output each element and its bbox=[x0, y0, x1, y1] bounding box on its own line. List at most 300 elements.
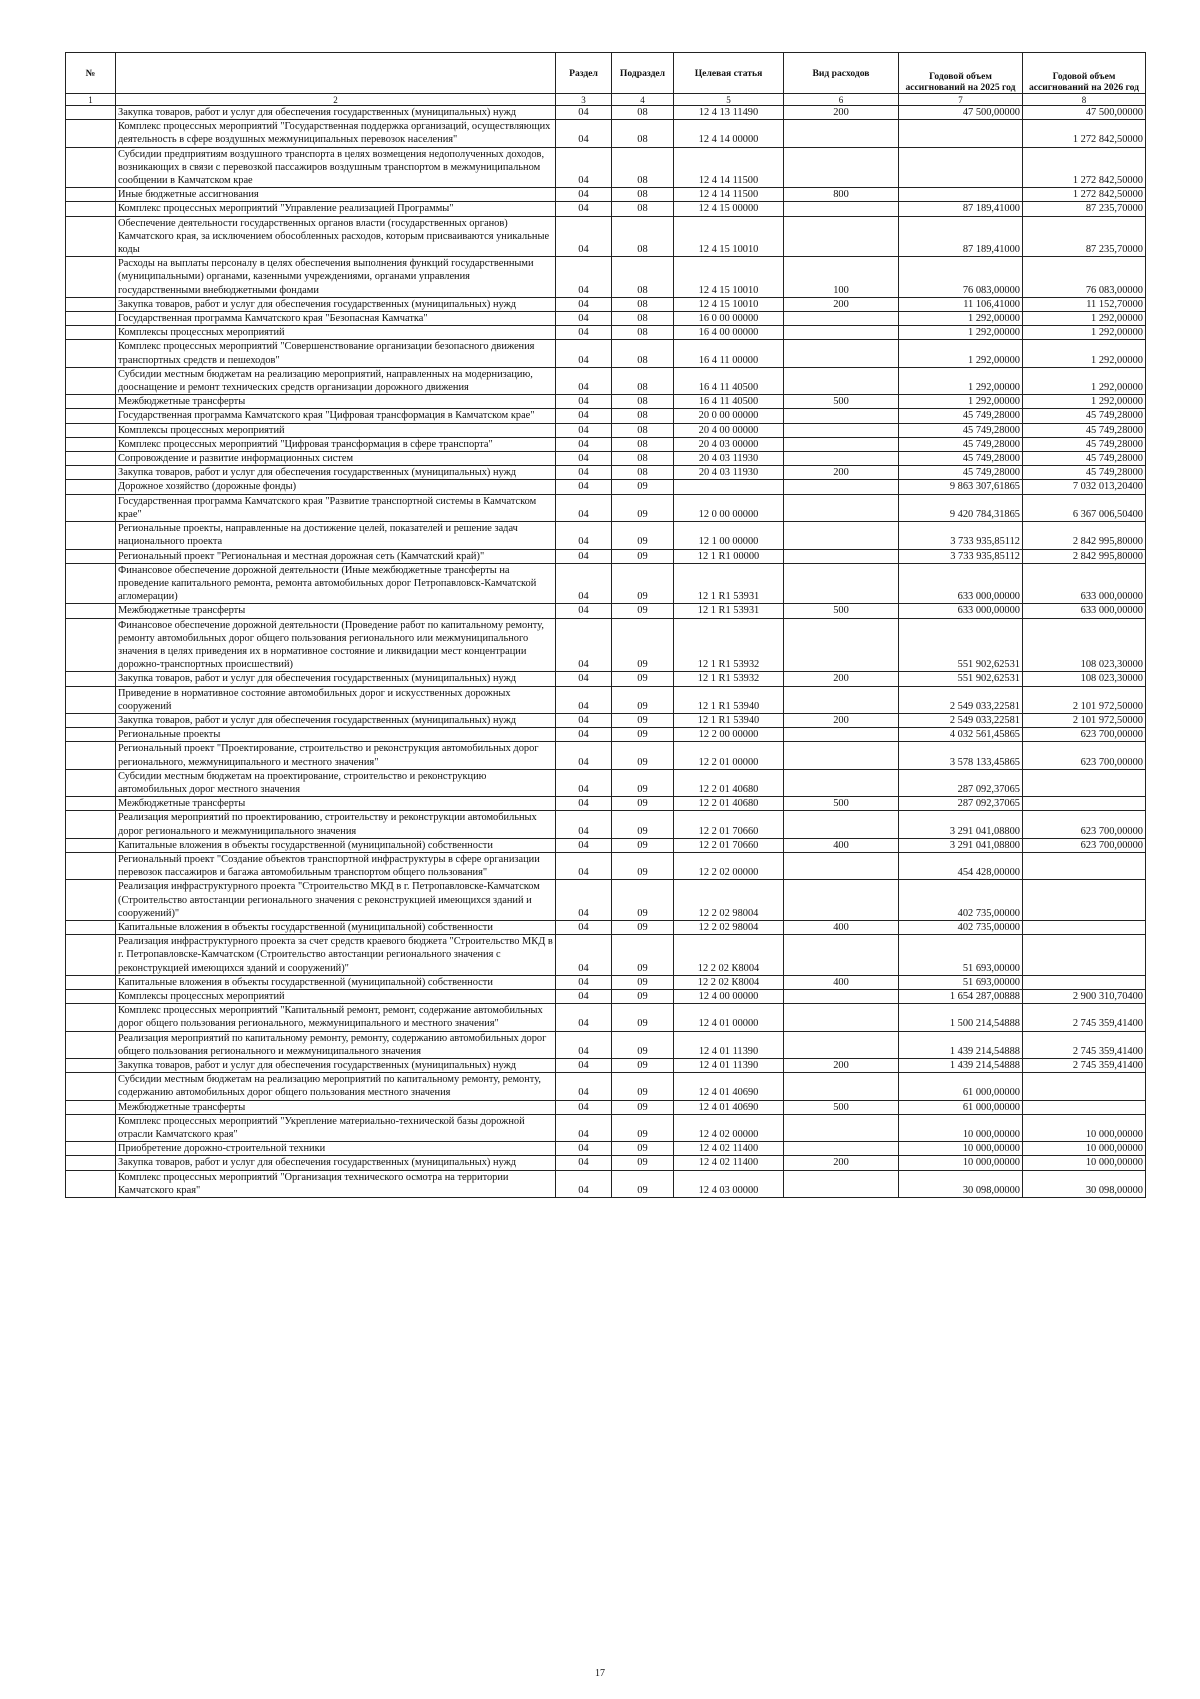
razdel-cell: 04 bbox=[556, 437, 612, 451]
podrazdel-cell: 09 bbox=[612, 935, 674, 976]
razdel-cell: 04 bbox=[556, 466, 612, 480]
target-article-cell: 12 2 01 70660 bbox=[674, 838, 784, 852]
amount-2026-cell: 45 749,28000 bbox=[1023, 423, 1146, 437]
amount-2025-cell: 45 749,28000 bbox=[899, 466, 1023, 480]
amount-2026-cell bbox=[1023, 935, 1146, 976]
target-article-cell: 12 4 02 00000 bbox=[674, 1114, 784, 1141]
item-name-cell: Приведение в нормативное состояние автомобильных дорог и искусственных дорожных сооружений bbox=[116, 686, 556, 713]
podrazdel-cell: 08 bbox=[612, 409, 674, 423]
amount-2026-cell: 2 745 359,41400 bbox=[1023, 1004, 1146, 1031]
expense-type-cell bbox=[784, 728, 899, 742]
razdel-cell: 04 bbox=[556, 494, 612, 521]
amount-2025-cell: 76 083,00000 bbox=[899, 257, 1023, 298]
podrazdel-cell: 09 bbox=[612, 920, 674, 934]
podrazdel-cell: 09 bbox=[612, 522, 674, 549]
row-number-cell bbox=[66, 549, 116, 563]
amount-2026-cell bbox=[1023, 1073, 1146, 1100]
row-number-cell bbox=[66, 742, 116, 769]
razdel-cell: 04 bbox=[556, 935, 612, 976]
podrazdel-cell: 09 bbox=[612, 549, 674, 563]
podrazdel-cell: 09 bbox=[612, 1114, 674, 1141]
amount-2025-cell: 1 292,00000 bbox=[899, 367, 1023, 394]
amount-2025-cell: 454 428,00000 bbox=[899, 852, 1023, 879]
podrazdel-cell: 09 bbox=[612, 990, 674, 1004]
target-article-cell: 12 2 00 00000 bbox=[674, 728, 784, 742]
expense-type-cell bbox=[784, 1170, 899, 1197]
table-row bbox=[66, 202, 1146, 216]
expense-type-cell: 500 bbox=[784, 395, 899, 409]
expense-type-cell: 800 bbox=[784, 188, 899, 202]
podrazdel-cell: 09 bbox=[612, 1100, 674, 1114]
razdel-cell: 04 bbox=[556, 1156, 612, 1170]
expense-type-cell: 200 bbox=[784, 1059, 899, 1073]
amount-2025-cell: 1 292,00000 bbox=[899, 326, 1023, 340]
target-article-cell: 12 4 15 00000 bbox=[674, 202, 784, 216]
row-number-cell bbox=[66, 769, 116, 796]
row-number-cell bbox=[66, 713, 116, 727]
amount-2025-cell: 10 000,00000 bbox=[899, 1142, 1023, 1156]
target-article-cell: 12 1 R1 53932 bbox=[674, 672, 784, 686]
amount-2026-cell: 76 083,00000 bbox=[1023, 257, 1146, 298]
amount-2026-cell bbox=[1023, 769, 1146, 796]
amount-2025-cell: 61 000,00000 bbox=[899, 1073, 1023, 1100]
table-row bbox=[66, 297, 1146, 311]
amount-2026-cell: 108 023,30000 bbox=[1023, 672, 1146, 686]
table-row bbox=[66, 452, 1146, 466]
row-number-cell bbox=[66, 1004, 116, 1031]
row-number-cell bbox=[66, 409, 116, 423]
amount-2026-cell bbox=[1023, 920, 1146, 934]
item-name-cell: Закупка товаров, работ и услуг для обеспечения государственных (муниципальных) нужд bbox=[116, 297, 556, 311]
expense-type-cell: 200 bbox=[784, 713, 899, 727]
row-number-cell bbox=[66, 106, 116, 120]
razdel-cell: 04 bbox=[556, 975, 612, 989]
razdel-cell: 04 bbox=[556, 216, 612, 257]
row-number-cell bbox=[66, 563, 116, 604]
item-name-cell: Капитальные вложения в объекты государственной (муниципальной) собственности bbox=[116, 920, 556, 934]
expense-type-cell bbox=[784, 769, 899, 796]
podrazdel-cell: 09 bbox=[612, 852, 674, 879]
expense-type-cell: 200 bbox=[784, 672, 899, 686]
razdel-cell: 04 bbox=[556, 423, 612, 437]
amount-2026-cell bbox=[1023, 975, 1146, 989]
amount-2026-cell: 45 749,28000 bbox=[1023, 466, 1146, 480]
podrazdel-cell: 09 bbox=[612, 604, 674, 618]
razdel-cell: 04 bbox=[556, 1142, 612, 1156]
table-row bbox=[66, 975, 1146, 989]
podrazdel-cell: 08 bbox=[612, 147, 674, 188]
row-number-cell bbox=[66, 1031, 116, 1058]
item-name-cell: Обеспечение деятельности государственных органов власти (государственных органов) Камчатского края, за исключением обособленных расходов, которым присваиваются уникальные коды bbox=[116, 216, 556, 257]
target-article-cell: 16 4 11 00000 bbox=[674, 340, 784, 367]
target-article-cell: 12 4 01 00000 bbox=[674, 1004, 784, 1031]
target-article-cell: 12 4 01 11390 bbox=[674, 1059, 784, 1073]
razdel-cell: 04 bbox=[556, 1170, 612, 1197]
header-2026: Годовой объем ассигнований на 2026 год bbox=[1023, 53, 1146, 94]
amount-2026-cell: 1 292,00000 bbox=[1023, 312, 1146, 326]
target-article-cell: 20 4 03 11930 bbox=[674, 466, 784, 480]
table-row bbox=[66, 120, 1146, 147]
razdel-cell: 04 bbox=[556, 686, 612, 713]
amount-2026-cell: 623 700,00000 bbox=[1023, 811, 1146, 838]
table-row bbox=[66, 106, 1146, 120]
podrazdel-cell: 09 bbox=[612, 1031, 674, 1058]
razdel-cell: 04 bbox=[556, 409, 612, 423]
podrazdel-cell: 09 bbox=[612, 769, 674, 796]
podrazdel-cell: 09 bbox=[612, 1142, 674, 1156]
amount-2025-cell: 61 000,00000 bbox=[899, 1100, 1023, 1114]
razdel-cell: 04 bbox=[556, 106, 612, 120]
expense-type-cell: 500 bbox=[784, 604, 899, 618]
podrazdel-cell: 09 bbox=[612, 1059, 674, 1073]
razdel-cell: 04 bbox=[556, 1114, 612, 1141]
row-number-cell bbox=[66, 797, 116, 811]
razdel-cell: 04 bbox=[556, 1004, 612, 1031]
header-name bbox=[116, 53, 556, 94]
podrazdel-cell: 08 bbox=[612, 202, 674, 216]
podrazdel-cell: 08 bbox=[612, 297, 674, 311]
podrazdel-cell: 08 bbox=[612, 452, 674, 466]
amount-2025-cell: 1 439 214,54888 bbox=[899, 1059, 1023, 1073]
expense-type-cell bbox=[784, 522, 899, 549]
amount-2026-cell: 87 235,70000 bbox=[1023, 202, 1146, 216]
row-number-cell bbox=[66, 1156, 116, 1170]
target-article-cell: 12 4 14 11500 bbox=[674, 188, 784, 202]
row-number-cell bbox=[66, 147, 116, 188]
amount-2025-cell: 551 902,62531 bbox=[899, 672, 1023, 686]
table-row bbox=[66, 549, 1146, 563]
expense-type-cell bbox=[784, 480, 899, 494]
table-row bbox=[66, 480, 1146, 494]
item-name-cell: Комплексы процессных мероприятий bbox=[116, 990, 556, 1004]
item-name-cell: Сопровождение и развитие информационных систем bbox=[116, 452, 556, 466]
item-name-cell: Межбюджетные трансферты bbox=[116, 1100, 556, 1114]
amount-2026-cell: 623 700,00000 bbox=[1023, 728, 1146, 742]
item-name-cell: Реализация инфраструктурного проекта "Строительство МКД в г. Петропавловске-Камчатском (Строительство автостанции регионального значения с реконструкцией имеющихся зданий и сооружений)" bbox=[116, 880, 556, 921]
amount-2025-cell: 402 735,00000 bbox=[899, 920, 1023, 934]
header-vid: Вид расходов bbox=[784, 53, 899, 94]
target-article-cell: 20 4 00 00000 bbox=[674, 423, 784, 437]
row-number-cell bbox=[66, 990, 116, 1004]
item-name-cell: Региональный проект "Региональная и местная дорожная сеть (Камчатский край)" bbox=[116, 549, 556, 563]
item-name-cell: Комплексы процессных мероприятий bbox=[116, 423, 556, 437]
razdel-cell: 04 bbox=[556, 672, 612, 686]
razdel-cell: 04 bbox=[556, 312, 612, 326]
amount-2025-cell: 1 292,00000 bbox=[899, 395, 1023, 409]
podrazdel-cell: 09 bbox=[612, 1156, 674, 1170]
table-row bbox=[66, 838, 1146, 852]
target-article-cell: 12 4 00 00000 bbox=[674, 990, 784, 1004]
amount-2025-cell: 11 106,41000 bbox=[899, 297, 1023, 311]
table-row bbox=[66, 990, 1146, 1004]
table-row bbox=[66, 1073, 1146, 1100]
table-row bbox=[66, 340, 1146, 367]
expense-type-cell bbox=[784, 202, 899, 216]
razdel-cell: 04 bbox=[556, 880, 612, 921]
amount-2026-cell: 1 292,00000 bbox=[1023, 367, 1146, 394]
item-name-cell: Закупка товаров, работ и услуг для обеспечения государственных (муниципальных) нужд bbox=[116, 1059, 556, 1073]
amount-2026-cell: 623 700,00000 bbox=[1023, 838, 1146, 852]
row-number-cell bbox=[66, 811, 116, 838]
target-article-cell: 20 4 03 11930 bbox=[674, 452, 784, 466]
col-number: 7 bbox=[899, 94, 1023, 106]
amount-2025-cell: 45 749,28000 bbox=[899, 437, 1023, 451]
table-row bbox=[66, 618, 1146, 672]
amount-2026-cell: 45 749,28000 bbox=[1023, 452, 1146, 466]
expense-type-cell: 200 bbox=[784, 106, 899, 120]
razdel-cell: 04 bbox=[556, 147, 612, 188]
amount-2026-cell: 47 500,00000 bbox=[1023, 106, 1146, 120]
amount-2025-cell: 30 098,00000 bbox=[899, 1170, 1023, 1197]
expense-type-cell: 200 bbox=[784, 1156, 899, 1170]
amount-2025-cell: 287 092,37065 bbox=[899, 797, 1023, 811]
row-number-cell bbox=[66, 480, 116, 494]
table-row bbox=[66, 409, 1146, 423]
podrazdel-cell: 09 bbox=[612, 975, 674, 989]
target-article-cell: 12 2 02 К8004 bbox=[674, 935, 784, 976]
razdel-cell: 04 bbox=[556, 604, 612, 618]
razdel-cell: 04 bbox=[556, 728, 612, 742]
expense-type-cell bbox=[784, 367, 899, 394]
target-article-cell: 16 0 00 00000 bbox=[674, 312, 784, 326]
amount-2026-cell: 87 235,70000 bbox=[1023, 216, 1146, 257]
row-number-cell bbox=[66, 880, 116, 921]
header-row bbox=[66, 53, 1146, 94]
razdel-cell: 04 bbox=[556, 852, 612, 879]
amount-2026-cell bbox=[1023, 880, 1146, 921]
target-article-cell: 12 1 R1 53940 bbox=[674, 686, 784, 713]
item-name-cell: Закупка товаров, работ и услуг для обеспечения государственных (муниципальных) нужд bbox=[116, 106, 556, 120]
razdel-cell: 04 bbox=[556, 563, 612, 604]
expense-type-cell bbox=[784, 852, 899, 879]
amount-2025-cell: 2 549 033,22581 bbox=[899, 713, 1023, 727]
podrazdel-cell: 09 bbox=[612, 797, 674, 811]
target-article-cell: 20 0 00 00000 bbox=[674, 409, 784, 423]
razdel-cell: 04 bbox=[556, 188, 612, 202]
col-number: 4 bbox=[612, 94, 674, 106]
amount-2025-cell: 45 749,28000 bbox=[899, 423, 1023, 437]
expense-type-cell: 100 bbox=[784, 257, 899, 298]
amount-2026-cell: 2 745 359,41400 bbox=[1023, 1059, 1146, 1073]
target-article-cell: 12 2 02 98004 bbox=[674, 880, 784, 921]
item-name-cell: Реализация инфраструктурного проекта за счет средств краевого бюджета "Строительство МКД в г. Петропавловске-Камчатском (Строительство автостанции регионального значения с реконструкцией имеющихся зданий и сооружений)" bbox=[116, 935, 556, 976]
item-name-cell: Межбюджетные трансферты bbox=[116, 395, 556, 409]
target-article-cell: 12 2 01 40680 bbox=[674, 769, 784, 796]
podrazdel-cell: 09 bbox=[612, 686, 674, 713]
item-name-cell: Субсидии местным бюджетам на проектирование, строительство и реконструкцию автомобильных дорог местного значения bbox=[116, 769, 556, 796]
target-article-cell: 16 4 00 00000 bbox=[674, 326, 784, 340]
razdel-cell: 04 bbox=[556, 452, 612, 466]
amount-2025-cell bbox=[899, 120, 1023, 147]
expense-type-cell bbox=[784, 1004, 899, 1031]
amount-2025-cell: 47 500,00000 bbox=[899, 106, 1023, 120]
budget-table bbox=[65, 52, 1146, 1198]
table-row bbox=[66, 935, 1146, 976]
expense-type-cell bbox=[784, 423, 899, 437]
razdel-cell: 04 bbox=[556, 990, 612, 1004]
amount-2025-cell: 1 292,00000 bbox=[899, 312, 1023, 326]
row-number-cell bbox=[66, 686, 116, 713]
amount-2026-cell: 45 749,28000 bbox=[1023, 409, 1146, 423]
table-row bbox=[66, 563, 1146, 604]
amount-2026-cell: 633 000,00000 bbox=[1023, 604, 1146, 618]
amount-2026-cell: 30 098,00000 bbox=[1023, 1170, 1146, 1197]
item-name-cell: Субсидии предприятиям воздушного транспорта в целях возмещения недополученных доходов, возникающих в связи с перевозкой пассажиров воздушным транспортом в межмуниципальном сообщении в Камчатском крае bbox=[116, 147, 556, 188]
amount-2026-cell: 2 101 972,50000 bbox=[1023, 686, 1146, 713]
expense-type-cell bbox=[784, 216, 899, 257]
podrazdel-cell: 09 bbox=[612, 742, 674, 769]
expense-type-cell bbox=[784, 990, 899, 1004]
podrazdel-cell: 08 bbox=[612, 257, 674, 298]
table-row bbox=[66, 326, 1146, 340]
amount-2026-cell: 2 101 972,50000 bbox=[1023, 713, 1146, 727]
expense-type-cell: 400 bbox=[784, 975, 899, 989]
row-number-cell bbox=[66, 935, 116, 976]
item-name-cell: Комплекс процессных мероприятий "Управление реализацией Программы" bbox=[116, 202, 556, 216]
expense-type-cell bbox=[784, 618, 899, 672]
column-numbers-row bbox=[66, 94, 1146, 106]
target-article-cell: 16 4 11 40500 bbox=[674, 395, 784, 409]
table-row bbox=[66, 1142, 1146, 1156]
expense-type-cell bbox=[784, 147, 899, 188]
amount-2025-cell: 4 032 561,45865 bbox=[899, 728, 1023, 742]
expense-type-cell bbox=[784, 1142, 899, 1156]
table-row bbox=[66, 147, 1146, 188]
amount-2025-cell: 87 189,41000 bbox=[899, 202, 1023, 216]
row-number-cell bbox=[66, 202, 116, 216]
item-name-cell: Закупка товаров, работ и услуг для обеспечения государственных (муниципальных) нужд bbox=[116, 672, 556, 686]
amount-2026-cell: 10 000,00000 bbox=[1023, 1142, 1146, 1156]
expense-type-cell bbox=[784, 686, 899, 713]
amount-2025-cell bbox=[899, 188, 1023, 202]
table-row bbox=[66, 1059, 1146, 1073]
item-name-cell: Иные бюджетные ассигнования bbox=[116, 188, 556, 202]
table-row bbox=[66, 797, 1146, 811]
podrazdel-cell: 09 bbox=[612, 480, 674, 494]
item-name-cell: Закупка товаров, работ и услуг для обеспечения государственных (муниципальных) нужд bbox=[116, 466, 556, 480]
budget-table-sheet bbox=[65, 52, 1145, 1198]
table-row bbox=[66, 769, 1146, 796]
amount-2026-cell: 1 292,00000 bbox=[1023, 326, 1146, 340]
row-number-cell bbox=[66, 728, 116, 742]
amount-2026-cell bbox=[1023, 1100, 1146, 1114]
table-row bbox=[66, 713, 1146, 727]
item-name-cell: Приобретение дорожно-строительной техники bbox=[116, 1142, 556, 1156]
expense-type-cell: 400 bbox=[784, 920, 899, 934]
target-article-cell: 12 0 00 00000 bbox=[674, 494, 784, 521]
amount-2025-cell: 633 000,00000 bbox=[899, 604, 1023, 618]
item-name-cell: Комплексы процессных мероприятий bbox=[116, 326, 556, 340]
table-row bbox=[66, 920, 1146, 934]
amount-2026-cell: 1 272 842,50000 bbox=[1023, 188, 1146, 202]
row-number-cell bbox=[66, 437, 116, 451]
amount-2025-cell: 51 693,00000 bbox=[899, 935, 1023, 976]
amount-2026-cell: 10 000,00000 bbox=[1023, 1114, 1146, 1141]
row-number-cell bbox=[66, 838, 116, 852]
item-name-cell: Региональные проекты bbox=[116, 728, 556, 742]
expense-type-cell bbox=[784, 437, 899, 451]
table-row bbox=[66, 728, 1146, 742]
amount-2025-cell: 10 000,00000 bbox=[899, 1114, 1023, 1141]
amount-2025-cell: 551 902,62531 bbox=[899, 618, 1023, 672]
podrazdel-cell: 09 bbox=[612, 838, 674, 852]
target-article-cell: 12 1 R1 53940 bbox=[674, 713, 784, 727]
razdel-cell: 04 bbox=[556, 742, 612, 769]
target-article-cell: 12 4 03 00000 bbox=[674, 1170, 784, 1197]
amount-2026-cell: 7 032 013,20400 bbox=[1023, 480, 1146, 494]
row-number-cell bbox=[66, 522, 116, 549]
amount-2025-cell: 3 291 041,08800 bbox=[899, 811, 1023, 838]
table-row bbox=[66, 257, 1146, 298]
razdel-cell: 04 bbox=[556, 326, 612, 340]
razdel-cell: 04 bbox=[556, 713, 612, 727]
podrazdel-cell: 08 bbox=[612, 437, 674, 451]
item-name-cell: Региональный проект "Создание объектов транспортной инфраструктуры в сфере организации перевозок пассажиров и багажа автомобильным транспортом общего пользования" bbox=[116, 852, 556, 879]
amount-2026-cell bbox=[1023, 797, 1146, 811]
podrazdel-cell: 09 bbox=[612, 1073, 674, 1100]
item-name-cell: Комплекс процессных мероприятий "Организация технического осмотра на территории Камчатского края" bbox=[116, 1170, 556, 1197]
table-row bbox=[66, 466, 1146, 480]
target-article-cell: 12 4 15 10010 bbox=[674, 257, 784, 298]
table-row bbox=[66, 437, 1146, 451]
target-article-cell: 12 4 01 40690 bbox=[674, 1073, 784, 1100]
item-name-cell: Субсидии местным бюджетам на реализацию мероприятий, направленных на модернизацию, дооснащение и ремонт технических средств организации дорожного движения bbox=[116, 367, 556, 394]
item-name-cell: Расходы на выплаты персоналу в целях обеспечения выполнения функций государственными (муниципальными) органами, казенными учреждениями, органами управления государственными внебюджетными фондами bbox=[116, 257, 556, 298]
podrazdel-cell: 09 bbox=[612, 1004, 674, 1031]
header-target: Целевая статья bbox=[674, 53, 784, 94]
expense-type-cell bbox=[784, 326, 899, 340]
expense-type-cell bbox=[784, 409, 899, 423]
razdel-cell: 04 bbox=[556, 1100, 612, 1114]
podrazdel-cell: 08 bbox=[612, 395, 674, 409]
expense-type-cell: 500 bbox=[784, 1100, 899, 1114]
target-article-cell: 12 4 02 11400 bbox=[674, 1142, 784, 1156]
amount-2026-cell bbox=[1023, 852, 1146, 879]
expense-type-cell bbox=[784, 312, 899, 326]
amount-2026-cell: 45 749,28000 bbox=[1023, 437, 1146, 451]
expense-type-cell bbox=[784, 549, 899, 563]
row-number-cell bbox=[66, 188, 116, 202]
item-name-cell: Региональные проекты, направленные на достижение целей, показателей и решение задач национального проекта bbox=[116, 522, 556, 549]
header-podrazdel: Подраздел bbox=[612, 53, 674, 94]
row-number-cell bbox=[66, 257, 116, 298]
table-row bbox=[66, 1170, 1146, 1197]
row-number-cell bbox=[66, 216, 116, 257]
item-name-cell: Капитальные вложения в объекты государственной (муниципальной) собственности bbox=[116, 838, 556, 852]
item-name-cell: Государственная программа Камчатского края "Цифровая трансформация в Камчатском крае" bbox=[116, 409, 556, 423]
expense-type-cell: 200 bbox=[784, 466, 899, 480]
row-number-cell bbox=[66, 312, 116, 326]
razdel-cell: 04 bbox=[556, 811, 612, 838]
item-name-cell: Государственная программа Камчатского края "Развитие транспортной системы в Камчатском крае" bbox=[116, 494, 556, 521]
amount-2026-cell: 11 152,70000 bbox=[1023, 297, 1146, 311]
podrazdel-cell: 08 bbox=[612, 326, 674, 340]
target-article-cell: 12 4 13 11490 bbox=[674, 106, 784, 120]
target-article-cell: 12 1 R1 00000 bbox=[674, 549, 784, 563]
target-article-cell: 12 2 01 40680 bbox=[674, 797, 784, 811]
amount-2025-cell: 9 863 307,61865 bbox=[899, 480, 1023, 494]
target-article-cell: 12 4 02 11400 bbox=[674, 1156, 784, 1170]
table-row bbox=[66, 880, 1146, 921]
amount-2025-cell: 1 439 214,54888 bbox=[899, 1031, 1023, 1058]
item-name-cell: Реализация мероприятий по проектированию, строительству и реконструкции автомобильных дорог регионального и межмуниципального значения bbox=[116, 811, 556, 838]
target-article-cell: 12 1 R1 53932 bbox=[674, 618, 784, 672]
table-row bbox=[66, 367, 1146, 394]
table-row bbox=[66, 672, 1146, 686]
expense-type-cell bbox=[784, 1031, 899, 1058]
row-number-cell bbox=[66, 1100, 116, 1114]
target-article-cell: 12 4 14 11500 bbox=[674, 147, 784, 188]
